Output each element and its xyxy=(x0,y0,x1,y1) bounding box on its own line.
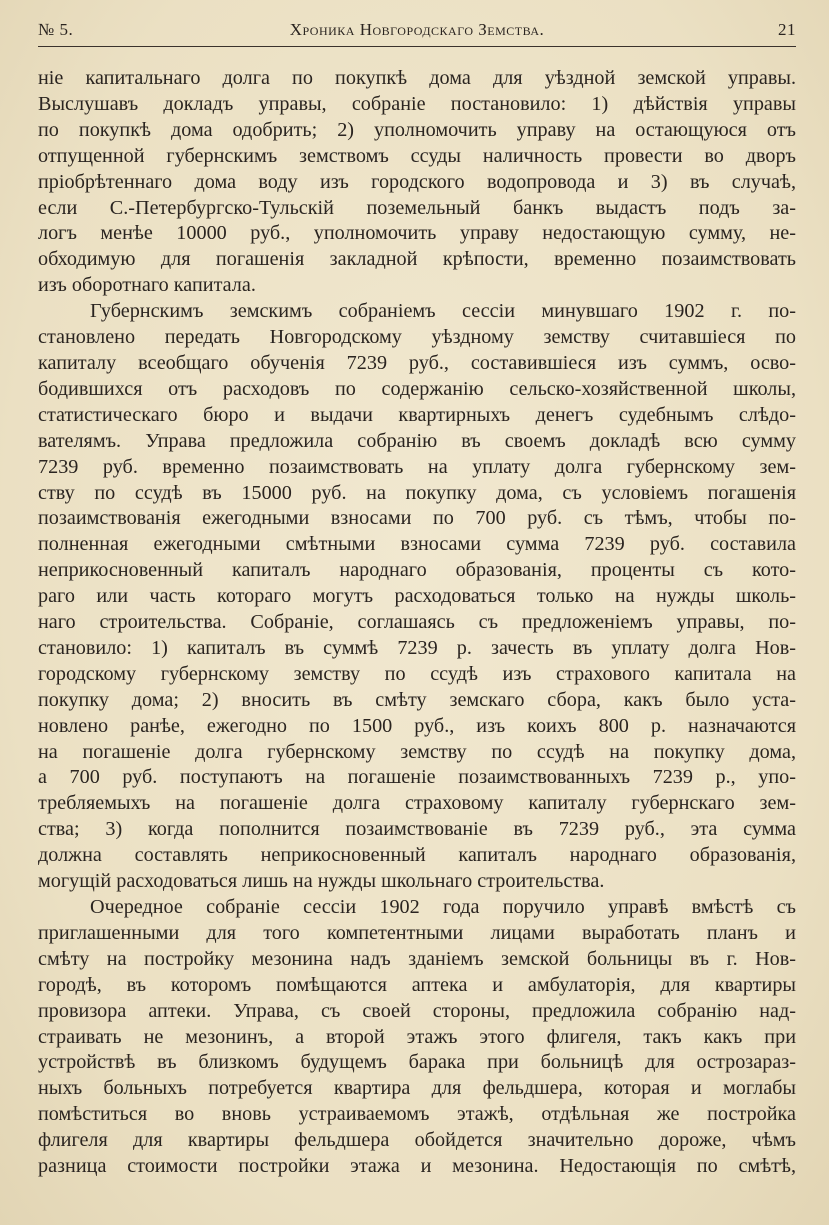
text-line: полненная ежегодными смѣтными взносами сумма 7239 руб. составила xyxy=(38,533,796,556)
text-line: устройствѣ въ близкомъ будущемъ барака при больницѣ для острозараз- xyxy=(38,1051,796,1074)
text-line: изъ оборотнаго капитала. xyxy=(38,274,256,297)
body-text xyxy=(38,66,796,1180)
text-line: становлено передать Новгородскому уѣздному земству считавшіеся по xyxy=(38,326,796,349)
text-line: статистическаго бюро и выдачи квартирныхъ денегъ судебнымъ слѣдо- xyxy=(38,403,796,426)
text-line: если С.-Петербургско-Тульскій поземельный банкъ выдастъ подъ за- xyxy=(38,196,796,219)
issue-number: № 5. xyxy=(38,20,74,39)
text-line: должна составлять неприкосновенный капиталъ народнаго образованія, xyxy=(38,844,796,867)
text-line: городѣ, въ которомъ помѣщаются аптека и амбулаторія, для квартиры xyxy=(38,973,796,996)
text-line: ныхъ больныхъ потребуется квартира для фельдшера, которая и моглабы xyxy=(38,1077,796,1100)
text-line: могущій расходоваться лишь на нужды школьнаго строительства. xyxy=(38,870,605,893)
text-line: Выслушавъ докладъ управы, собраніе постановило: 1) дѣйствія управы xyxy=(38,92,796,115)
text-line: логъ менѣе 10000 руб., уполномочить управу недостающую сумму, не- xyxy=(38,222,796,245)
text-line: раго или часть котораго могутъ расходоваться только на нужды школь- xyxy=(38,585,796,608)
text-line: провизора аптеки. Управа, съ своей стороны, предложила собранію над- xyxy=(38,999,796,1022)
text-line: городскому губернскому земству по ссудѣ изъ страхового капитала на xyxy=(38,662,796,685)
text-line: на погашеніе долга губернскому земству по ссудѣ на покупку дома, xyxy=(38,740,796,763)
text-line: по покупкѣ дома одобрить; 2) уполномочить управу на остающуюся отъ xyxy=(38,118,796,141)
journal-title: Хроника Новгородскаго Земства. xyxy=(289,20,545,39)
text-line: требляемыхъ на погашеніе долга страховому капиталу губернскаго зем- xyxy=(38,792,796,815)
text-line: становило: 1) капиталъ въ суммѣ 7239 р. зачесть въ уплату долга Нов- xyxy=(38,636,796,659)
text-line: неприкосновенный капиталъ народнаго образованія, проценты съ кото- xyxy=(38,559,796,582)
text-line: разница стоимости постройки этажа и мезонина. Недостающія по смѣтѣ, xyxy=(38,1155,796,1178)
text-line: наго строительства. Собраніе, соглашаясь съ предложеніемъ управы, по- xyxy=(38,611,796,634)
text-line: покупку дома; 2) вносить въ смѣту земскаго сбора, какъ было уста- xyxy=(38,688,796,711)
header-rule xyxy=(38,46,796,47)
text-line: ніе капитальнаго долга по покупкѣ дома для уѣздной земской управы. xyxy=(38,67,796,89)
text-line: вателямъ. Управа предложила собранію въ своемъ докладѣ всю сумму xyxy=(38,429,796,452)
text-line: отпущенной губернскимъ земствомъ ссуды наличность провести во дворъ xyxy=(38,144,796,167)
running-header xyxy=(38,20,796,48)
text-line: Губернскимъ земскимъ собраніемъ сессіи минувшаго 1902 г. по- xyxy=(90,300,796,323)
text-line: пріобрѣтеннаго дома воду изъ городского водопровода и 3) въ случаѣ, xyxy=(38,170,796,193)
text-line: смѣту на постройку мезонина надъ зданіемъ земской больницы въ г. Нов- xyxy=(38,947,796,970)
text-line: 7239 руб. временно позаимствовать на уплату долга губернскому зем- xyxy=(38,455,796,478)
text-line: помѣститься во вновь устраиваемомъ этажѣ, отдѣльная же постройка xyxy=(38,1103,796,1126)
text-line: приглашенными для того компетентными лицами выработать планъ и xyxy=(38,921,796,944)
text-line: капиталу всеобщаго обученія 7239 руб., составившіеся изъ суммъ, осво- xyxy=(38,351,796,374)
text-line: обходимую для погашенія закладной крѣпости, временно позаимствовать xyxy=(38,248,796,271)
text-line: флигеля для квартиры фельдшера обойдется значительно дороже, чѣмъ xyxy=(38,1129,796,1152)
text-line: страивать не мезонинъ, а второй этажъ этого флигеля, такъ какъ при xyxy=(38,1025,796,1048)
text-line: а 700 руб. поступаютъ на погашеніе позаимствованныхъ 7239 р., упо- xyxy=(38,766,796,789)
text-line: позаимствованія ежегодными взносами по 700 руб. съ тѣмъ, чтобы по- xyxy=(38,507,796,530)
page-number: 21 xyxy=(778,20,796,39)
text-line: Очередное собраніе сессіи 1902 года поручило управѣ вмѣстѣ съ xyxy=(90,896,796,918)
text-line: бодившихся отъ расходовъ по содержанію сельско-хозяйственной школы, xyxy=(38,377,796,400)
text-line: ства; 3) когда пополнится позаимствованіе въ 7239 руб., эта сумма xyxy=(38,818,796,841)
text-line: новлено ранѣе, ежегодно по 1500 руб., изъ коихъ 800 р. назначаются xyxy=(38,714,796,737)
text-line: ству по ссудѣ въ 15000 руб. на покупку дома, съ условіемъ погашенія xyxy=(38,481,796,504)
